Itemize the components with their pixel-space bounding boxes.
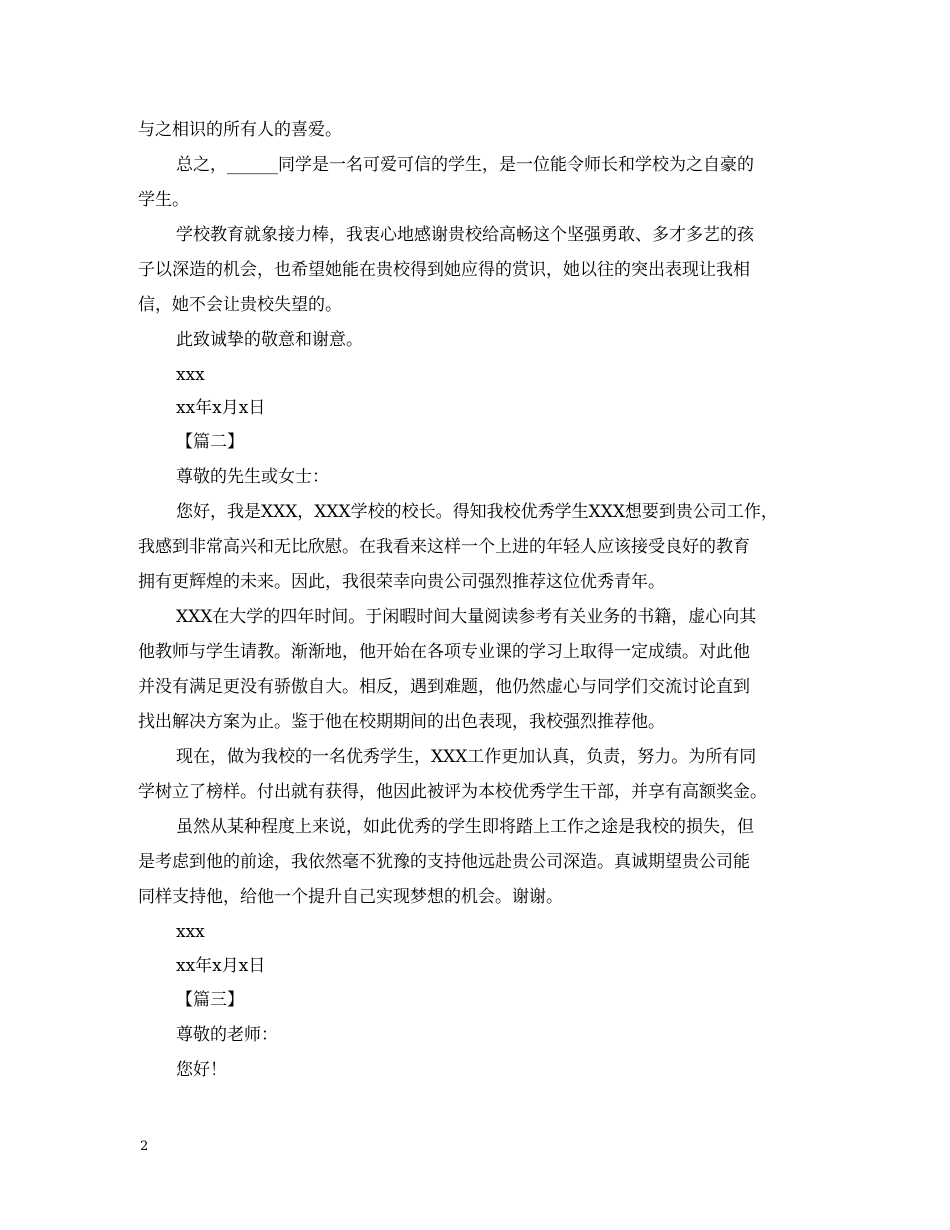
greeting: 您好！: [176, 1060, 227, 1080]
paragraph-line: 他教师与学生请教。渐渐地，他开始在各项专业课的学习上取得一定成绩。对此他: [138, 642, 750, 662]
paragraph-line: 与之相识的所有人的喜爱。: [138, 120, 342, 140]
paragraph-line: 您好，我是XXX，XXX学校的校长。得知我校优秀学生XXX想要到贵公司工作，: [176, 502, 778, 522]
date-line: xx年x月x日: [176, 956, 266, 976]
paragraph-line: 子以深造的机会，也希望她能在贵校得到她应得的赏识，她以往的突出表现让我相: [138, 260, 750, 280]
paragraph-line: 并没有满足更没有骄傲自大。相反，遇到难题，他仍然虚心与同学们交流讨论直到: [138, 677, 750, 697]
paragraph-line: XXX在大学的四年时间。于闲暇时间大量阅读参考有关业务的书籍，虚心向其: [176, 607, 757, 627]
paragraph-line: 同样支持他，给他一个提升自己实现梦想的机会。谢谢。: [138, 887, 563, 907]
paragraph-line: 信，她不会让贵校失望的。: [138, 295, 342, 315]
date-line: xx年x月x日: [176, 398, 266, 418]
paragraph-line: 是考虑到他的前途，我依然毫不犹豫的支持他远赴贵公司深造。真诚期望贵公司能: [138, 852, 750, 872]
section-heading: 【篇二】: [176, 432, 244, 452]
paragraph-line: 学校教育就象接力棒，我衷心地感谢贵校给高畅这个坚强勇敢、多才多艺的孩: [176, 225, 754, 245]
paragraph-line: 学树立了榜样。付出就有获得，他因此被评为本校优秀学生干部，并享有高额奖金。: [138, 782, 767, 802]
section-heading: 【篇三】: [176, 990, 244, 1010]
signature: xxx: [176, 365, 205, 385]
paragraph-line: 拥有更辉煌的未来。因此，我很荣幸向贵公司强烈推荐这位优秀青年。: [138, 572, 665, 592]
signature: xxx: [176, 922, 205, 942]
salutation: 尊敬的老师：: [176, 1025, 278, 1045]
salutation: 尊敬的先生或女士：: [176, 467, 329, 487]
paragraph-line: 现在，做为我校的一名优秀学生，XXX工作更加认真，负责，努力。为所有同: [176, 747, 757, 767]
closing-line: 此致诚挚的敬意和谢意。: [176, 330, 363, 350]
page-number: 2: [140, 1139, 149, 1154]
paragraph-line: 学生。: [138, 190, 189, 210]
paragraph-line: 找出解决方案为止。鉴于他在校期期间的出色表现，我校强烈推荐他。: [138, 712, 665, 732]
paragraph-line: 我感到非常高兴和无比欣慰。在我看来这样一个上进的年轻人应该接受良好的教育: [138, 537, 750, 557]
paragraph-line: 总之，______同学是一名可爱可信的学生，是一位能令师长和学校为之自豪的: [176, 155, 754, 175]
paragraph-line: 虽然从某种程度上来说，如此优秀的学生即将踏上工作之途是我校的损失，但: [176, 817, 754, 837]
